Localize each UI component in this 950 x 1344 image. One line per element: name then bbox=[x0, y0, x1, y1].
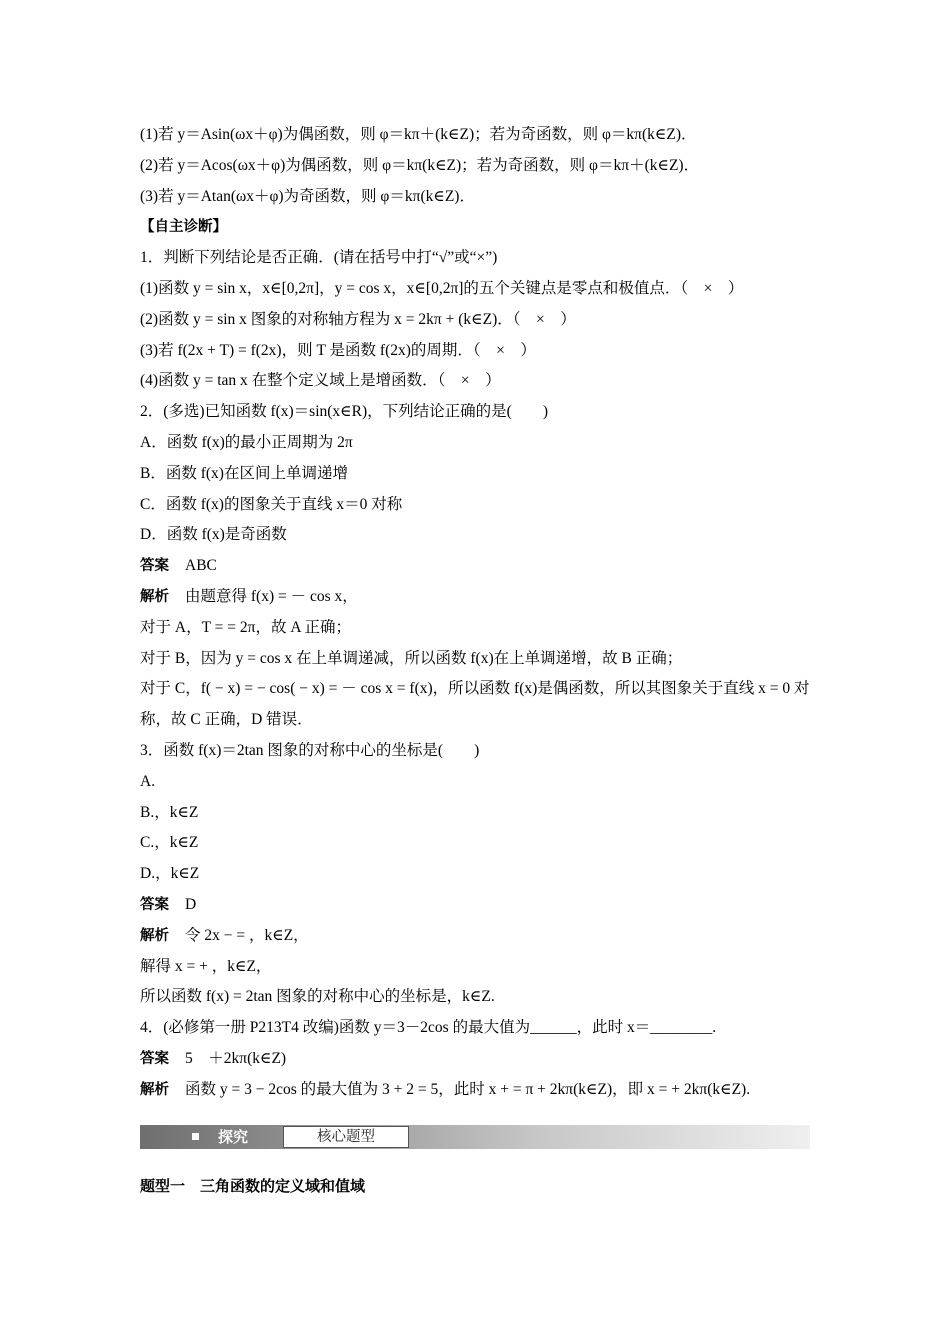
line-label: 答案 bbox=[140, 558, 169, 575]
text-line: (1)若 y＝Asin(ωx＋φ)为偶函数，则 φ＝kπ＋(k∈Z)；若为奇函数，则 φ＝kπ(k∈Z)． bbox=[140, 126, 697, 143]
text-line: C．函数 f(x)的图象关于直线 x＝0 对称 bbox=[140, 495, 403, 513]
section-title: 题型一 三角函数的定义域和值域 bbox=[140, 1177, 366, 1195]
line-label: 答案 bbox=[140, 1050, 169, 1067]
labeled-line bbox=[140, 1075, 812, 1106]
line-label: 解析 bbox=[140, 588, 169, 605]
labeled-line bbox=[140, 921, 812, 952]
document-body bbox=[140, 120, 812, 1106]
text-line: 对于 B，因为 y = cos x 在上单调递减，所以函数 f(x)在上单调递增，故 B 正确； bbox=[140, 649, 683, 667]
text-line: D.，k∈Z bbox=[140, 865, 200, 883]
line-text: 令 2x − = ，k∈Z， bbox=[185, 926, 309, 944]
line-label: 解析 bbox=[140, 927, 169, 944]
square-bullet-icon bbox=[192, 1133, 199, 1140]
text-line: C.，k∈Z bbox=[140, 834, 199, 852]
text-line: A．函数 f(x)的最小正周期为 2π bbox=[140, 433, 353, 451]
text-line: 4．(必修第一册 P213T4 改编)函数 y＝3－2cos 的最大值为______，此时 x＝________. bbox=[140, 1019, 717, 1037]
line-text: 5 ＋2kπ(k∈Z) bbox=[185, 1049, 287, 1067]
text-line: (3)若 f(2x + T) = f(2x)，则 T 是函数 f(2x)的周期．（ × ） bbox=[140, 341, 536, 359]
section-banner bbox=[140, 1125, 810, 1149]
line-label: 答案 bbox=[140, 896, 169, 913]
labeled-line bbox=[140, 582, 812, 613]
text-line: D．函数 f(x)是奇函数 bbox=[140, 526, 287, 544]
text-line: 对于 C，f( − x) = − cos( − x) = － cos x = f(x)，所以函数 f(x)是偶函数，所以其图象关于直线 x = 0 对称，故 C 正确，D 错误． bbox=[140, 680, 810, 729]
text-line: B.，k∈Z bbox=[140, 803, 199, 821]
text-line: B．函数 f(x)在区间上单调递增 bbox=[140, 464, 348, 482]
text-line: (1)函数 y = sin x，x∈[0,2π]，y = cos x，x∈[0,2π]的五个关键点是零点和极值点．（ × ） bbox=[140, 279, 744, 297]
heading-line: 【自主诊断】 bbox=[140, 219, 227, 236]
text-line: (3)若 y＝Atan(ωx＋φ)为奇函数，则 φ＝kπ(k∈Z)． bbox=[140, 187, 475, 205]
line-text: 由题意得 f(x) = － cos x， bbox=[185, 587, 358, 605]
labeled-line bbox=[140, 1044, 812, 1075]
labeled-line bbox=[140, 551, 812, 582]
text-line: (4)函数 y = tan x 在整个定义域上是增函数．（ × ） bbox=[140, 372, 501, 390]
text-line: 1．判断下列结论是否正确．(请在括号中打“√”或“×”) bbox=[140, 249, 498, 267]
line-text: ABC bbox=[185, 557, 217, 575]
labeled-line bbox=[140, 890, 812, 921]
text-line: 解得 x = + ，k∈Z， bbox=[140, 957, 272, 975]
line-text: 函数 y = 3 − 2cos 的最大值为 3 + 2 = 5，此时 x + = π + 2kπ(k∈Z)，即 x = + 2kπ(k∈Z). bbox=[185, 1080, 751, 1098]
text-line: 所以函数 f(x) = 2tan 图象的对称中心的坐标是，k∈Z. bbox=[140, 988, 495, 1006]
text-line: 对于 A，T = = 2π，故 A 正确； bbox=[140, 618, 352, 636]
text-line: (2)若 y＝Acos(ωx＋φ)为偶函数，则 φ＝kπ(k∈Z)；若为奇函数，则 φ＝kπ＋(k∈Z)． bbox=[140, 156, 700, 174]
text-line: A. bbox=[140, 772, 156, 790]
text-line: 2．(多选)已知函数 f(x)＝sin(x∈R)，下列结论正确的是( ) bbox=[140, 403, 548, 421]
banner-tag: 探究 bbox=[218, 1128, 249, 1146]
banner-box-label: 核心题型 bbox=[283, 1126, 409, 1148]
line-text: D bbox=[185, 895, 197, 913]
line-label: 解析 bbox=[140, 1081, 169, 1098]
text-line: (2)函数 y = sin x 图象的对称轴方程为 x = 2kπ + (k∈Z)．（ × ） bbox=[140, 310, 576, 328]
text-line: 3．函数 f(x)＝2tan 图象的对称中心的坐标是( ) bbox=[140, 741, 480, 759]
